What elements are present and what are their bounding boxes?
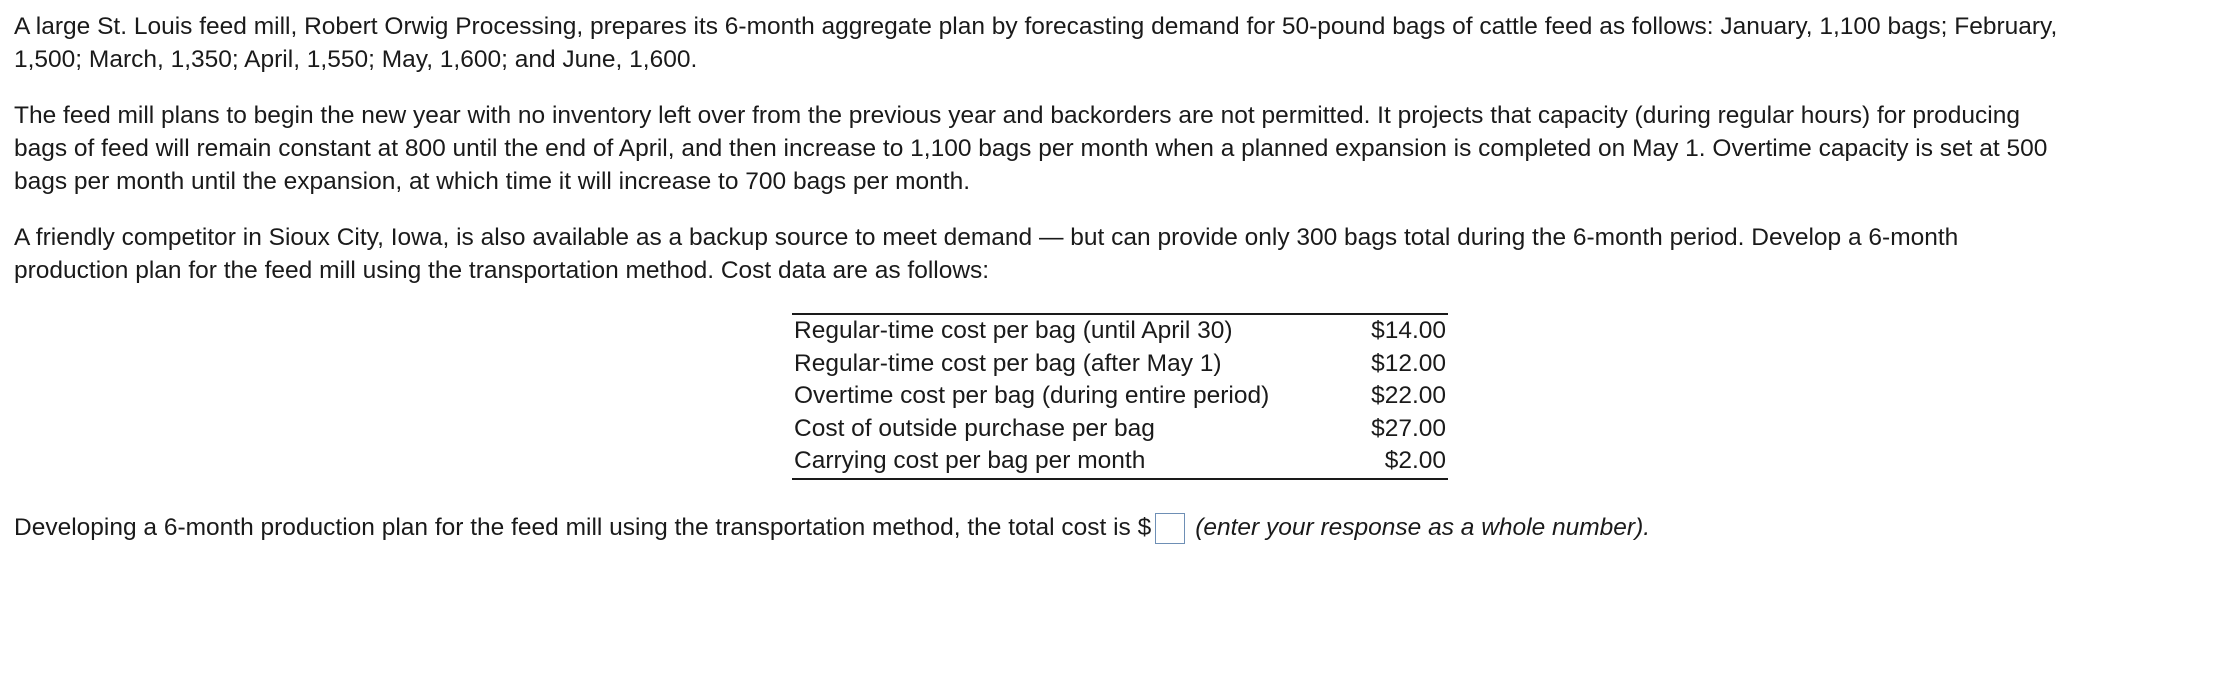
answer-prompt: Developing a 6-month production plan for the feed mill using the transportation method, the total cost is $	[14, 514, 1152, 541]
paragraph-capacity	[14, 99, 2214, 198]
cost-value: $14.00	[1371, 317, 1446, 344]
cost-label: Carrying cost per bag per month	[794, 447, 1146, 474]
cost-label: Cost of outside purchase per bag	[794, 414, 1155, 442]
cost-value: $27.00	[1371, 414, 1446, 442]
cost-label: Regular-time cost per bag (after May 1)	[794, 349, 1222, 377]
cost-label: Regular-time cost per bag (until April 30)	[794, 317, 1233, 344]
cost-data-table	[792, 313, 1448, 480]
paragraph-line: The feed mill plans to begin the new year with no inventory left over from the previous year and backorders are not permitted. It projects that capacity (during regular hours) for producing	[14, 102, 2020, 129]
problem-statement	[14, 10, 2214, 287]
table-row	[792, 380, 1448, 413]
total-cost-input[interactable]	[1155, 513, 1185, 544]
table-row	[792, 445, 1448, 478]
cost-value: $22.00	[1371, 382, 1446, 409]
paragraph-line: A large St. Louis feed mill, Robert Orwig Processing, prepares its 6-month aggregate plan by forecasting demand for 50-pound bags of cattle feed as follows: January, 1,100 bags; February,	[14, 13, 2058, 40]
paragraph-line: production plan for the feed mill using the transportation method. Cost data are as follows:	[14, 257, 990, 284]
paragraph-line: bags of feed will remain constant at 800 until the end of April, and then increase to 1,100 bags per month when a planned expansion is completed on May 1. Overtime capacity is set at 500	[14, 135, 2048, 162]
answer-hint: (enter your response as a whole number).	[1195, 514, 1651, 541]
cost-value: $2.00	[1384, 447, 1446, 474]
table-row	[792, 348, 1448, 381]
cost-value: $12.00	[1371, 349, 1446, 377]
paragraph-line: bags per month until the expansion, at which time it will increase to 700 bags per month.	[14, 168, 971, 195]
answer-line	[14, 510, 1650, 546]
table-row	[792, 413, 1448, 446]
paragraph-demand-forecast	[14, 10, 2214, 76]
paragraph-line: A friendly competitor in Sioux City, Iowa, is also available as a backup source to meet demand — but can provide only 300 bags total during the 6-month period. Develop a 6-month	[14, 224, 1959, 251]
paragraph-competitor	[14, 221, 2214, 287]
paragraph-line: 1,500; March, 1,350; April, 1,550; May, 1,600; and June, 1,600.	[14, 46, 698, 73]
table-row	[792, 315, 1448, 348]
cost-label: Overtime cost per bag (during entire period)	[794, 382, 1270, 409]
